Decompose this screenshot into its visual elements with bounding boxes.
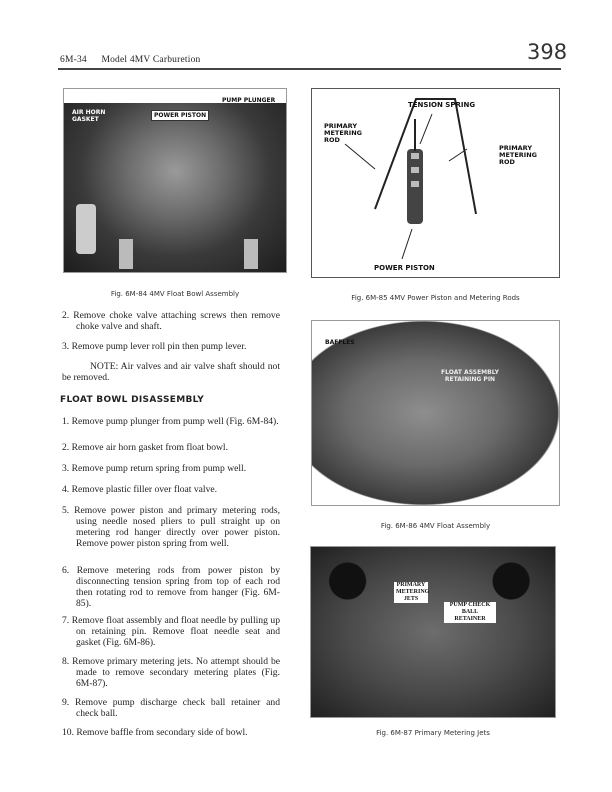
step-2-choke: 2. Remove choke valve attaching screws then remove choke valve and shaft. <box>62 310 280 332</box>
label-air-horn-gasket: AIR HORN GASKET <box>72 109 106 123</box>
note: NOTE: Air valves and air valve shaft should not be removed. <box>62 361 280 383</box>
figure-6m-86-caption: Fig. 6M-86 4MV Float Assembly <box>380 522 491 530</box>
label-power-piston-85: POWER PISTON <box>374 264 435 272</box>
step-9: 9. Remove pump discharge check ball retainer and check ball. <box>62 697 280 719</box>
figure-6m-87-photo <box>310 546 556 718</box>
label-primary-rod-right: PRIMARY METERING ROD <box>499 144 537 166</box>
figure-6m-85-caption: Fig. 6M-85 4MV Power Piston and Metering Rods <box>351 294 520 302</box>
metering-rods-drawing <box>312 89 560 278</box>
step-7: 7. Remove float assembly and float needle by pulling up on retaining pin. Remove float needle seat and gasket (Fig. 6M-86). <box>62 615 280 648</box>
step-4: 4. Remove plastic filler over float valve. <box>62 484 218 495</box>
step-10: 10. Remove baffle from secondary side of bowl. <box>62 727 248 738</box>
page-number: 398 <box>527 40 568 64</box>
body-text <box>62 310 280 750</box>
section-number: 6M-34 <box>60 55 87 65</box>
label-baffles: BAFFLES <box>325 339 355 346</box>
figure-6m-84-photo <box>63 88 287 273</box>
label-float-retaining-pin: FLOAT ASSEMBLY RETAINING PIN <box>441 369 499 383</box>
figure-6m-85-drawing <box>311 88 560 278</box>
step-5: 5. Remove power piston and primary metering rods, using needle nosed pliers to pull straight up on metering rod hanger directly over power piston. Remove power piston spring from well. <box>62 505 280 549</box>
figure-6m-84-caption: Fig. 6M-84 4MV Float Bowl Assembly <box>110 290 240 298</box>
step-3: 3. Remove pump return spring from pump well. <box>62 463 247 474</box>
label-primary-metering-jets: PRIMARY METERING JETS <box>396 582 430 602</box>
step-2: 2. Remove air horn gasket from float bowl. <box>62 442 228 453</box>
label-pump-check-ball-retainer: PUMP CHECK BALL RETAINER <box>444 602 496 623</box>
figure-6m-86-photo <box>311 320 560 506</box>
running-header <box>60 55 212 65</box>
step-6: 6. Remove metering rods from power piston by disconnecting tension spring from top of each rod then rotating rod to remove from hanger (Fig. 6M-85). <box>62 565 280 609</box>
label-pump-plunger: PUMP PLUNGER <box>222 97 276 104</box>
chapter-title: Model 4MV Carburetion <box>101 55 201 65</box>
label-tension-spring: TENSION SPRING <box>408 101 476 109</box>
label-primary-rod-left: PRIMARY METERING ROD <box>324 122 362 144</box>
step-8: 8. Remove primary metering jets. No attempt should be made to remove secondary metering plates (Fig. 6M-87). <box>62 656 280 689</box>
header-rule <box>58 68 561 70</box>
step-1: 1. Remove pump plunger from pump well (Fig. 6M-84). <box>62 416 279 427</box>
step-3-pump-lever: 3. Remove pump lever roll pin then pump lever. <box>62 341 247 352</box>
figure-6m-87-caption: Fig. 6M-87 Primary Metering Jets <box>376 729 490 737</box>
label-power-piston: POWER PISTON <box>151 110 209 121</box>
section-heading: FLOAT BOWL DISASSEMBLY <box>60 395 205 405</box>
